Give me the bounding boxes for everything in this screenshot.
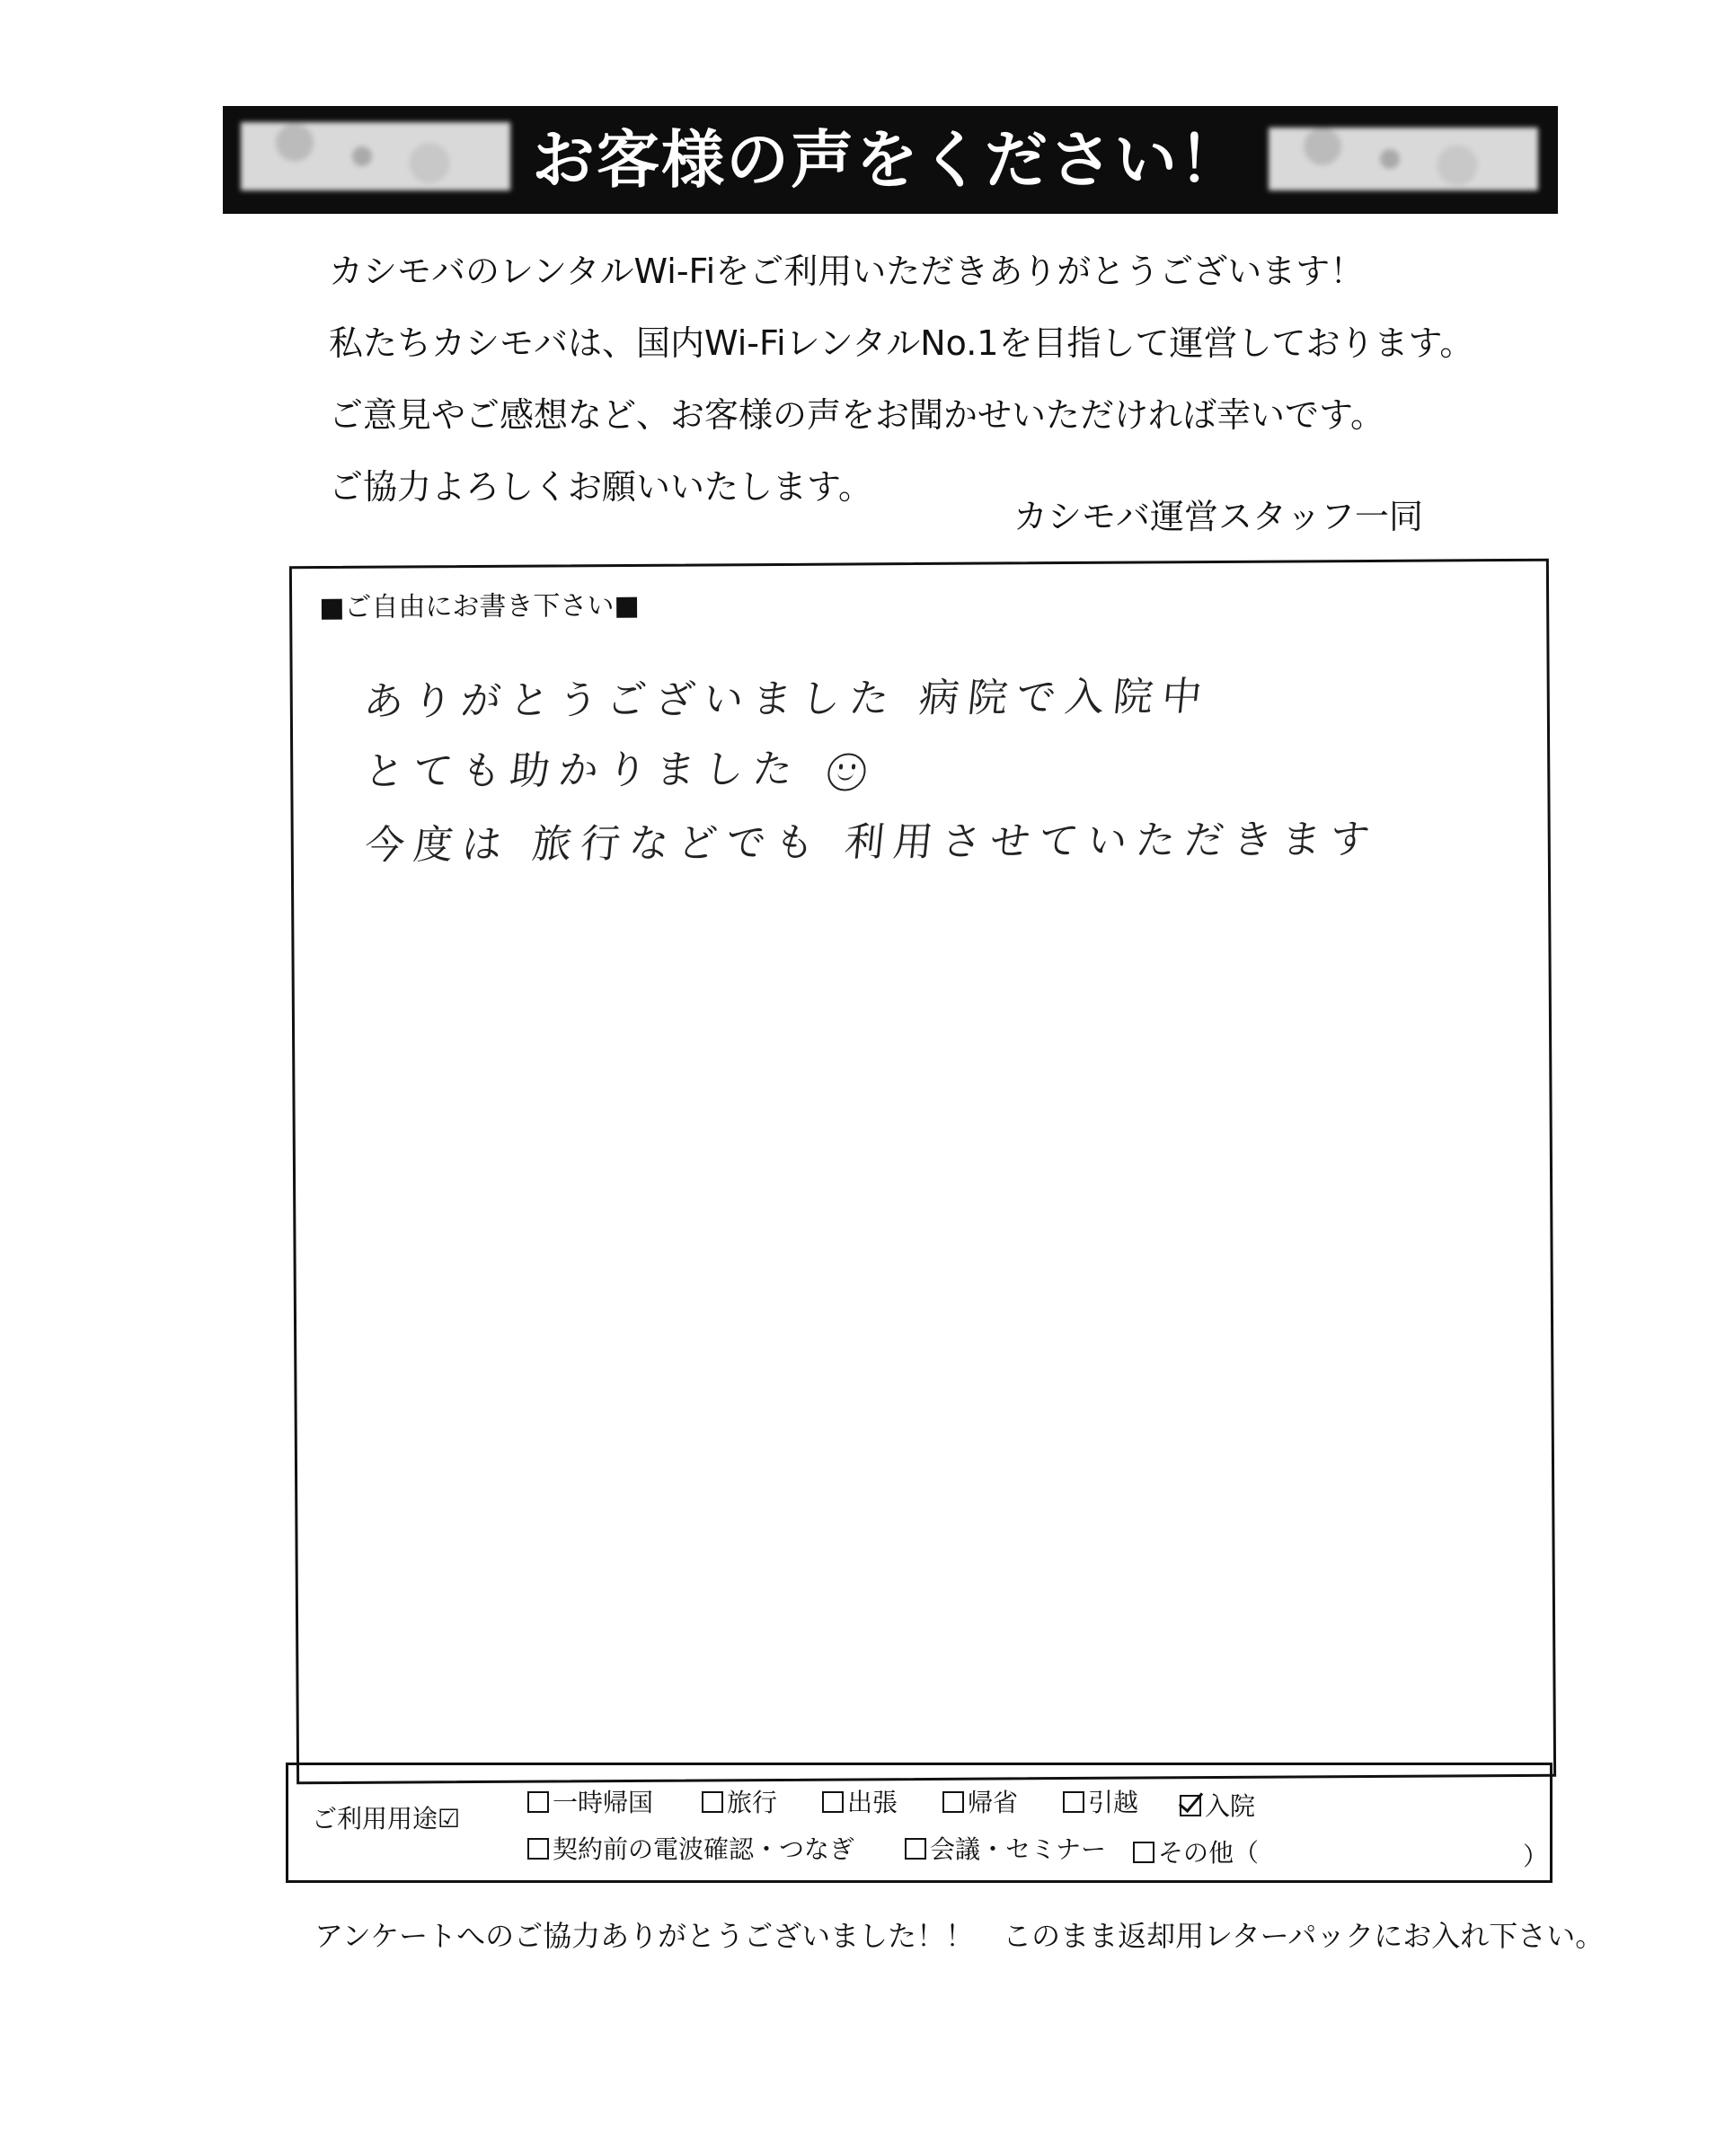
handwritten-line-text: とても助かりました [362, 746, 804, 795]
redacted-logo-left [241, 122, 510, 190]
option-keiyakumae[interactable] [527, 1830, 854, 1866]
smiley-icon [826, 753, 867, 791]
handwritten-line: ありがとうございました 病院で入院中 [361, 674, 1213, 725]
option-kaigi-seminar[interactable] [905, 1830, 1106, 1866]
usage-label: ご利用用途☑ [312, 1804, 461, 1833]
free-comment-box [289, 559, 1556, 1785]
usage-box [286, 1763, 1552, 1883]
checkbox-icon[interactable] [702, 1791, 723, 1813]
intro-text [329, 235, 1515, 523]
option-label: 出張 [847, 1788, 898, 1817]
option-label: その他（ [1158, 1838, 1260, 1868]
banner-title: お客様の声をください！ [532, 123, 1243, 197]
option-label: 引越 [1088, 1788, 1139, 1817]
option-sonota[interactable] [1133, 1833, 1259, 1869]
option-label: 帰省 [968, 1788, 1019, 1817]
option-shuccho[interactable] [822, 1783, 898, 1819]
option-label: 契約前の電波確認・つなぎ [553, 1834, 855, 1864]
checkbox-icon[interactable] [942, 1791, 964, 1813]
option-nyuin[interactable] [1180, 1787, 1255, 1823]
option-ichiji-kikoku[interactable] [527, 1783, 653, 1819]
footer-note: アンケートへのご協力ありがとうございました！！ このまま返却用レターパックにお入れ下さい。 [314, 1919, 1605, 1953]
free-comment-label: ■ご自由にお書き下さい■ [319, 589, 640, 624]
option-label: 一時帰国 [553, 1788, 654, 1817]
option-label: 入院 [1205, 1791, 1256, 1821]
intro-line: ご意見やご感想など、お客様の声をお聞かせいただければ幸いです。 [329, 395, 1384, 435]
handwritten-line: 今度は 旅行などでも 利用させていただきます [362, 816, 1381, 869]
handwritten-line-with-smiley [362, 736, 869, 796]
option-label: 旅行 [727, 1788, 778, 1817]
checkbox-icon[interactable] [527, 1838, 549, 1860]
intro-line: カシモバのレンタルWi-Fiをご利用いただきありがとうございます！ [329, 252, 1365, 291]
checkbox-icon[interactable] [1063, 1791, 1084, 1813]
option-label: 会議・セミナー [930, 1834, 1107, 1864]
intro-line: ご協力よろしくお願いいたします。 [329, 467, 872, 507]
checkbox-icon[interactable] [527, 1791, 549, 1813]
checkbox-checked-icon[interactable] [1180, 1795, 1201, 1816]
title-banner [223, 106, 1558, 214]
option-kisei[interactable] [942, 1783, 1018, 1819]
option-hikkoshi[interactable] [1063, 1783, 1138, 1819]
other-close-paren: ） [1523, 1842, 1549, 1871]
checkbox-icon[interactable] [905, 1838, 926, 1860]
intro-line: 私たちカシモバは、国内Wi-FiレンタルNo.1を目指して運営しております。 [329, 323, 1474, 363]
staff-signature: カシモバ運営スタッフ一同 [1013, 497, 1424, 536]
redacted-logo-right [1269, 128, 1538, 190]
checkbox-icon[interactable] [1133, 1842, 1154, 1863]
option-ryoko[interactable] [702, 1783, 777, 1819]
checkbox-icon[interactable] [822, 1791, 844, 1813]
